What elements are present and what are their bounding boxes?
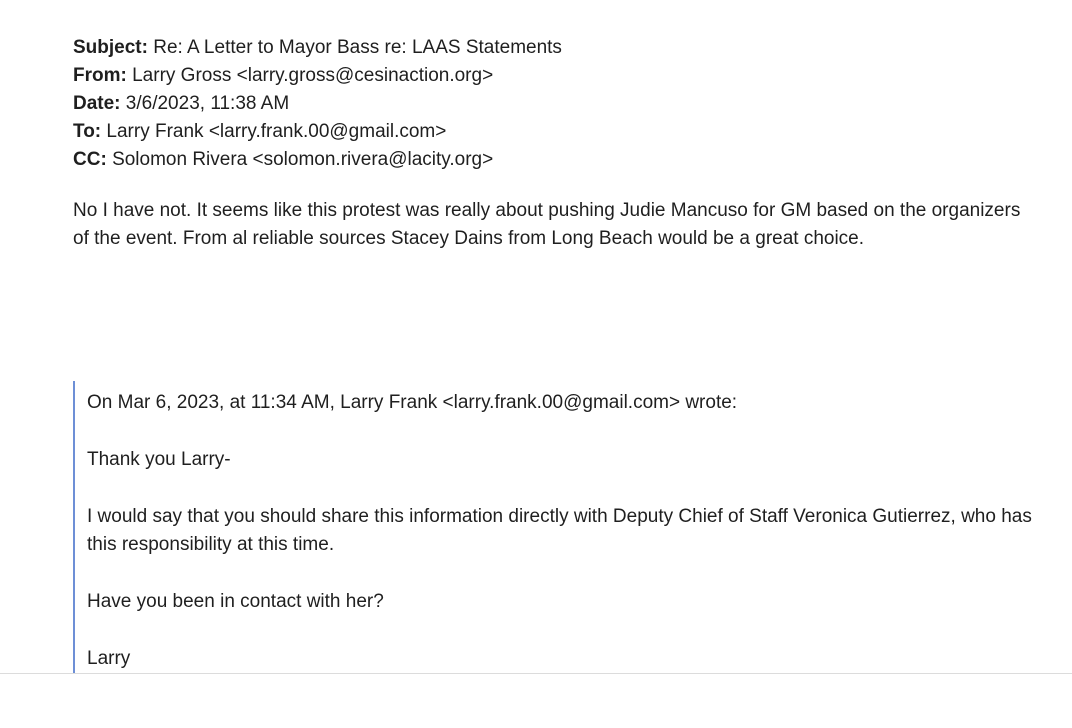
quoted-message: [73, 381, 1033, 673]
from-line: [73, 62, 1053, 90]
to-label: To:: [73, 121, 102, 142]
date-line: [73, 90, 1053, 118]
cc-line: [73, 146, 1053, 174]
from-value[interactable]: Larry Gross <larry.gross@cesinaction.org>: [132, 65, 494, 86]
bottom-divider: [0, 673, 1072, 674]
quote-signature: Larry: [87, 648, 131, 669]
from-label: From:: [73, 65, 127, 86]
quote-question: Have you been in contact with her?: [87, 591, 384, 612]
email-body: No I have not. It seems like this protest was really about pushing Judie Mancuso for GM based on the organizers of the event. From al reliable sources Stacey Dains from Long Beach would be a great choice.: [73, 200, 1021, 249]
quote-greeting: Thank you Larry-: [87, 449, 231, 470]
to-line: [73, 118, 1053, 146]
date-label: Date:: [73, 93, 121, 114]
cc-value[interactable]: Solomon Rivera <solomon.rivera@lacity.org>: [112, 149, 494, 170]
quote-paragraph: I would say that you should share this information directly with Deputy Chief of Staff Veronica Gutierrez, who has this responsibility at this time.: [87, 506, 1032, 555]
subject-value: Re: A Letter to Mayor Bass re: LAAS Statements: [153, 37, 562, 58]
subject-line: [73, 34, 1053, 62]
date-value: 3/6/2023, 11:38 AM: [125, 93, 290, 114]
subject-label: Subject:: [73, 37, 148, 58]
to-value[interactable]: Larry Frank <larry.frank.00@gmail.com>: [106, 121, 447, 142]
cc-label: CC:: [73, 149, 107, 170]
email-message: [73, 34, 1053, 253]
quote-attribution: On Mar 6, 2023, at 11:34 AM, Larry Frank <larry.frank.00@gmail.com> wrote:: [87, 392, 738, 413]
